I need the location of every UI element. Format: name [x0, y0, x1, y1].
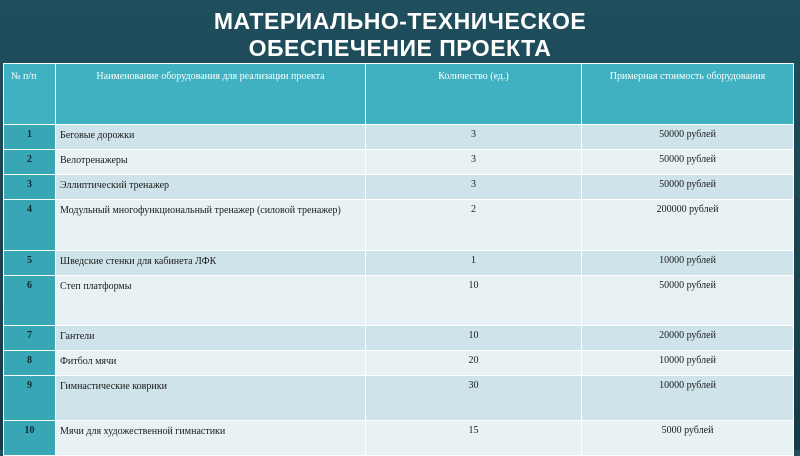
table-row — [4, 200, 794, 251]
header-name: Наименование оборудования для реализации проекта — [56, 64, 366, 125]
row-name: Модульный многофункциональный тренажер (силовой тренажер) — [56, 200, 366, 251]
row-number: 9 — [4, 376, 56, 421]
row-quantity: 3 — [366, 125, 582, 150]
table-row — [4, 125, 794, 150]
title-line-1: МАТЕРИАЛЬНО-ТЕХНИЧЕСКОЕ — [213, 8, 587, 34]
row-quantity: 3 — [366, 150, 582, 175]
row-cost: 20000 рублей — [582, 326, 794, 351]
row-number: 2 — [4, 150, 56, 175]
equipment-table — [3, 63, 794, 456]
row-name: Мячи для художественной гимнастики — [56, 421, 366, 456]
row-quantity: 30 — [366, 376, 582, 421]
row-cost: 5000 рублей — [582, 421, 794, 456]
row-name: Шведские стенки для кабинета ЛФК — [56, 251, 366, 276]
row-cost: 10000 рублей — [582, 251, 794, 276]
row-number: 1 — [4, 125, 56, 150]
row-quantity: 1 — [366, 251, 582, 276]
row-cost: 50000 рублей — [582, 276, 794, 326]
row-name: Беговые дорожки — [56, 125, 366, 150]
row-name: Степ платформы — [56, 276, 366, 326]
row-quantity: 20 — [366, 351, 582, 376]
row-cost: 50000 рублей — [582, 175, 794, 200]
row-cost: 50000 рублей — [582, 150, 794, 175]
table-row — [4, 351, 794, 376]
row-cost: 10000 рублей — [582, 351, 794, 376]
header-number: № п/п — [4, 64, 56, 125]
row-quantity: 3 — [366, 175, 582, 200]
row-quantity: 15 — [366, 421, 582, 456]
row-cost: 10000 рублей — [582, 376, 794, 421]
table-row — [4, 150, 794, 175]
row-name: Гимнастические коврики — [56, 376, 366, 421]
header-quantity: Количество (ед.) — [366, 64, 582, 125]
row-number: 5 — [4, 251, 56, 276]
row-cost: 200000 рублей — [582, 200, 794, 251]
row-quantity: 10 — [366, 326, 582, 351]
table-row — [4, 421, 794, 456]
header-cost: Примерная стоимость оборудования — [582, 64, 794, 125]
row-number: 8 — [4, 351, 56, 376]
table-row — [4, 326, 794, 351]
row-number: 6 — [4, 276, 56, 326]
row-name: Велотренажеры — [56, 150, 366, 175]
table-header-row — [4, 64, 794, 125]
table-row — [4, 276, 794, 326]
table-row — [4, 251, 794, 276]
row-number: 7 — [4, 326, 56, 351]
row-number: 3 — [4, 175, 56, 200]
row-number: 10 — [4, 421, 56, 456]
row-number: 4 — [4, 200, 56, 251]
row-quantity: 10 — [366, 276, 582, 326]
row-name: Фитбол мячи — [56, 351, 366, 376]
row-name: Гантели — [56, 326, 366, 351]
row-quantity: 2 — [366, 200, 582, 251]
table-row — [4, 175, 794, 200]
row-name: Эллиптический тренажер — [56, 175, 366, 200]
table-row — [4, 376, 794, 421]
title-line-2: ОБЕСПЕЧЕНИЕ ПРОЕКТА — [248, 35, 552, 61]
row-cost: 50000 рублей — [582, 125, 794, 150]
page-title — [0, 8, 800, 62]
